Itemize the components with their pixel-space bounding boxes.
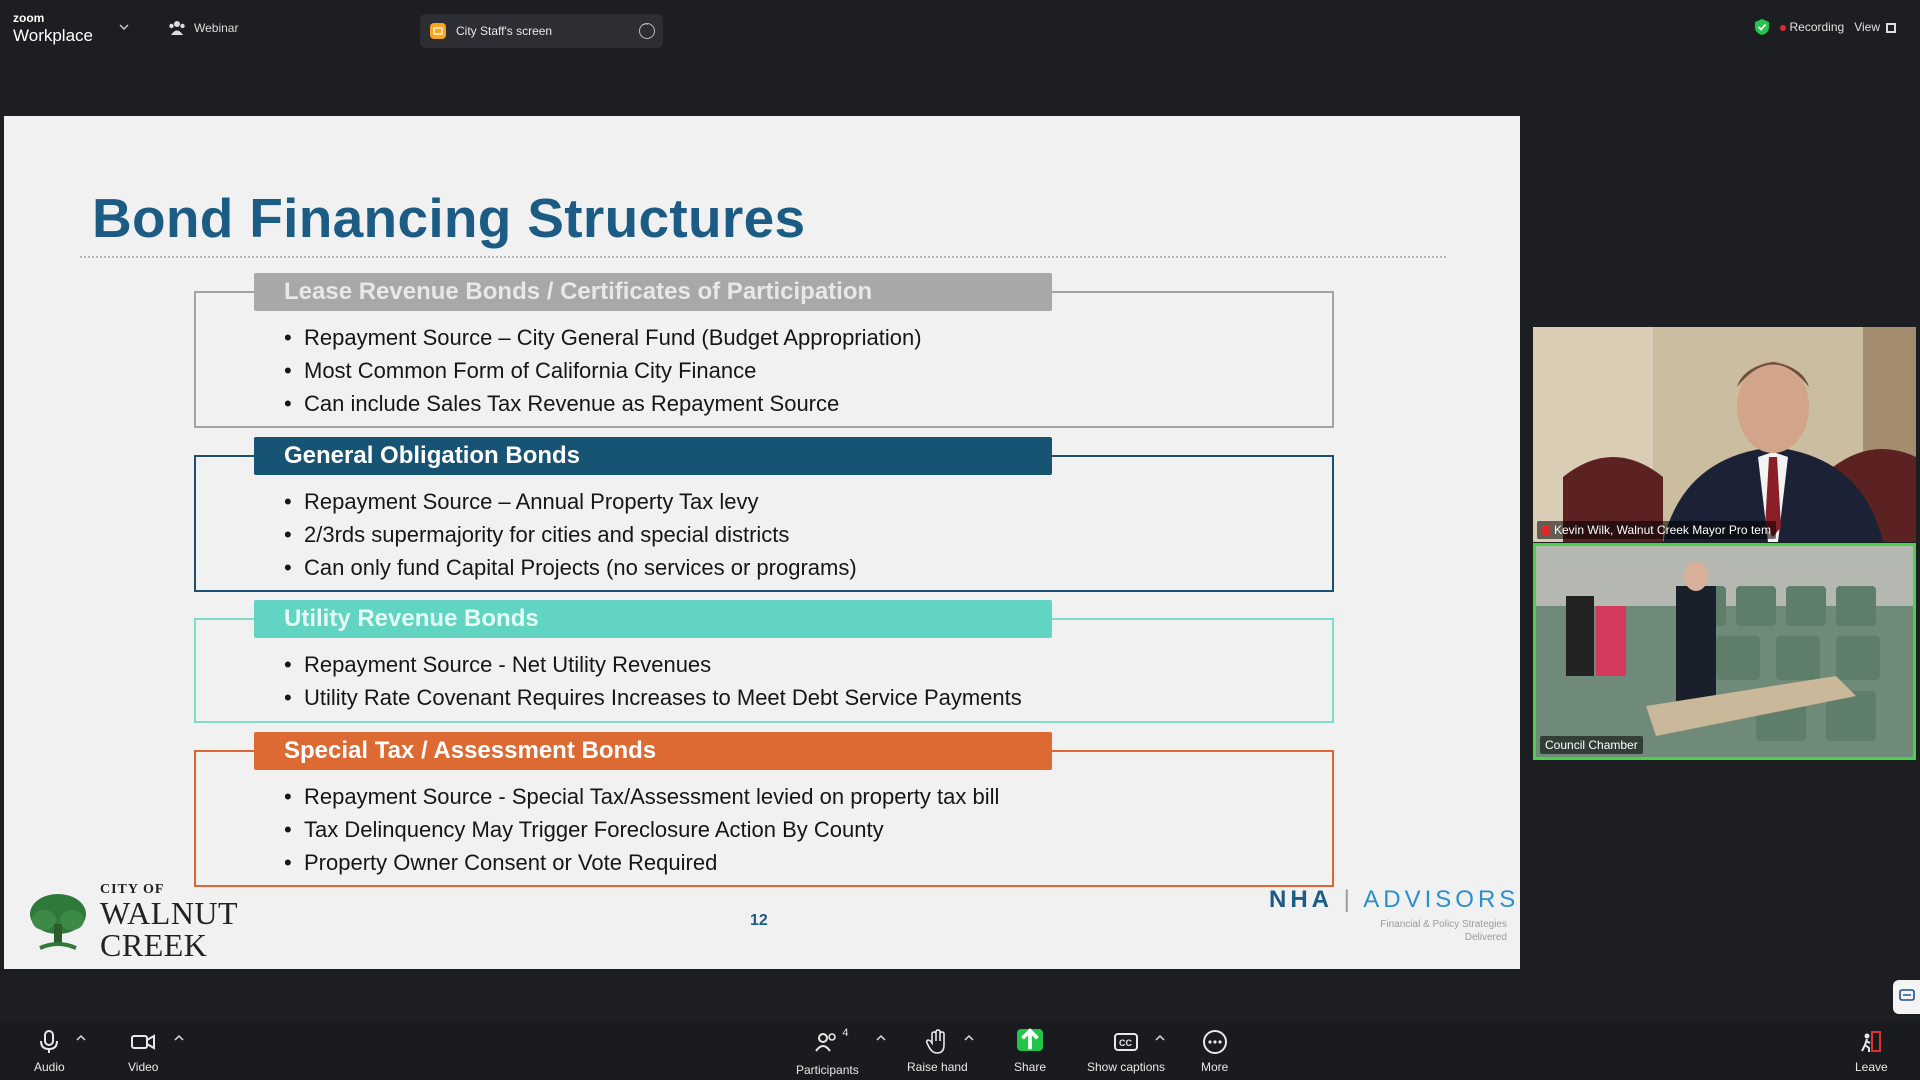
audio-label: Audio: [34, 1060, 65, 1074]
meeting-top-bar: [0, 0, 1920, 54]
video-options-caret-icon[interactable]: [174, 1034, 184, 1042]
participant-name: Council Chamber: [1545, 738, 1638, 752]
bullet-item: • Repayment Source - Net Utility Revenues: [284, 648, 1022, 681]
participant-count: 4: [842, 1027, 849, 1039]
more-dots-icon: [1202, 1029, 1228, 1055]
meeting-toolbar: [0, 1022, 1920, 1080]
recording-label: Recording: [1789, 20, 1845, 34]
participant-name: Kevin Wilk, Walnut Creek Mayor Pro tem: [1554, 523, 1771, 537]
logo-walnut: WALNUT: [100, 895, 239, 931]
svg-text:CC: CC: [1119, 1038, 1133, 1048]
screen-share-icon: [430, 23, 446, 39]
audio-options-caret-icon[interactable]: [76, 1034, 86, 1042]
advisors-text: ADVISORS: [1363, 886, 1520, 913]
bullet-item: • Repayment Source – City General Fund (Budget Appropriation): [284, 321, 922, 354]
share-screen-icon: [1017, 1029, 1043, 1051]
section-heading: General Obligation Bonds: [254, 437, 1052, 475]
show-captions-button[interactable]: [1087, 1029, 1165, 1074]
bullet-item: • Tax Delinquency May Trigger Foreclosure Action By County: [284, 813, 999, 846]
show-captions-label: Show captions: [1087, 1060, 1166, 1074]
nha-text: NHA: [1269, 886, 1333, 913]
chevron-down-icon[interactable]: [118, 22, 130, 32]
audio-button[interactable]: [34, 1029, 65, 1074]
bullet-item: • Utility Rate Covenant Requires Increases to Meet Debt Service Payments: [284, 681, 1022, 714]
title-divider: [80, 256, 1446, 258]
shared-screen-label: City Staff's screen: [456, 24, 553, 38]
section-heading: Special Tax / Assessment Bonds: [254, 732, 1052, 770]
video-camera-icon: [130, 1029, 156, 1055]
more-button[interactable]: [1201, 1029, 1228, 1074]
logo-creek: CREEK: [100, 927, 208, 963]
view-label: View: [1854, 20, 1880, 34]
side-panel-toggle[interactable]: [1893, 980, 1920, 1014]
more-label: More: [1201, 1060, 1229, 1074]
participants-options-caret-icon[interactable]: [876, 1034, 886, 1042]
share-label: Share: [1014, 1060, 1047, 1074]
leave-button[interactable]: [1855, 1029, 1888, 1074]
webinar-icon: [168, 20, 186, 36]
oak-tree-icon: [26, 890, 90, 954]
section-lease-revenue-bonds: [194, 278, 1334, 428]
participants-icon: [814, 1029, 840, 1055]
nha-advisors-logo: [1269, 886, 1520, 943]
section-general-obligation-bonds: [194, 442, 1334, 592]
slide-title: Bond Financing Structures: [92, 187, 806, 249]
bullet-item: • 2/3rds supermajority for cities and special districts: [284, 518, 857, 551]
bullet-item: • Can include Sales Tax Revenue as Repayment Source: [284, 387, 922, 420]
microphone-icon: [36, 1029, 62, 1055]
walnut-creek-logo: [26, 883, 238, 961]
section-heading: Lease Revenue Bonds / Certificates of Participation: [254, 273, 1052, 311]
view-layout-icon: [1886, 23, 1896, 33]
participants-button[interactable]: [796, 1029, 859, 1077]
council-chamber-video-feed: [1536, 546, 1913, 757]
leave-label: Leave: [1855, 1060, 1888, 1074]
section-utility-revenue-bonds: [194, 605, 1334, 723]
bullet-list: [284, 485, 857, 584]
bullet-item: • Can only fund Capital Projects (no services or programs): [284, 551, 857, 584]
section-heading: Utility Revenue Bonds: [254, 600, 1052, 638]
webinar-label: Webinar: [194, 21, 239, 35]
video-button[interactable]: [128, 1029, 158, 1074]
section-special-tax-assessment-bonds: [194, 737, 1334, 887]
video-label: Video: [128, 1060, 159, 1074]
walnut-creek-wordmark: [100, 883, 238, 961]
reactions-caret-icon[interactable]: [964, 1034, 974, 1042]
slide-page-number: 12: [750, 912, 768, 929]
raise-hand-button[interactable]: [907, 1029, 968, 1074]
raise-hand-icon: [924, 1029, 950, 1055]
captions-options-caret-icon[interactable]: [1155, 1034, 1165, 1042]
participant-name-tag: [1540, 736, 1643, 754]
bullet-list: [284, 780, 999, 879]
video-tile-council-chamber[interactable]: [1533, 543, 1916, 760]
brand-bottom-text: Workplace: [13, 26, 93, 45]
closed-captions-icon: [1113, 1029, 1139, 1055]
nha-tagline: Financial & Policy Strategies Delivered: [1380, 919, 1507, 943]
shared-slide: [4, 116, 1520, 969]
webinar-indicator[interactable]: [168, 20, 238, 36]
share-button[interactable]: [1014, 1029, 1046, 1074]
view-button[interactable]: [1854, 20, 1896, 34]
speaker-video-feed: [1533, 327, 1916, 542]
participant-name-tag: [1537, 521, 1776, 539]
participants-label: Participants: [796, 1063, 859, 1077]
bullet-list: [284, 648, 1022, 714]
brand-top-text: zoom: [13, 11, 45, 25]
recording-dot-icon: [1780, 25, 1786, 31]
zoom-workplace-logo[interactable]: [13, 12, 93, 44]
recording-indicator[interactable]: [1780, 20, 1845, 34]
chat-bubble-icon: [1899, 988, 1915, 1004]
more-options-icon[interactable]: [639, 23, 655, 39]
bullet-item: • Repayment Source – Annual Property Tax levy: [284, 485, 857, 518]
participants-icon-wrap: [814, 1027, 849, 1058]
muted-mic-icon: [1542, 525, 1550, 536]
raise-hand-label: Raise hand: [907, 1060, 968, 1074]
bullet-item: • Most Common Form of California City Finance: [284, 354, 922, 387]
bullet-item: • Property Owner Consent or Vote Required: [284, 846, 999, 879]
security-shield-icon[interactable]: [1754, 18, 1770, 36]
bullet-list: [284, 321, 922, 420]
leave-icon: [1858, 1029, 1884, 1055]
logo-city-of: CITY OF: [100, 882, 165, 897]
recording-status-area: [1754, 18, 1897, 36]
video-tile-speaker[interactable]: [1533, 327, 1916, 542]
bullet-item: • Repayment Source - Special Tax/Assessment levied on property tax bill: [284, 780, 999, 813]
shared-screen-tab[interactable]: [420, 14, 663, 48]
logo-divider: |: [1333, 886, 1364, 913]
